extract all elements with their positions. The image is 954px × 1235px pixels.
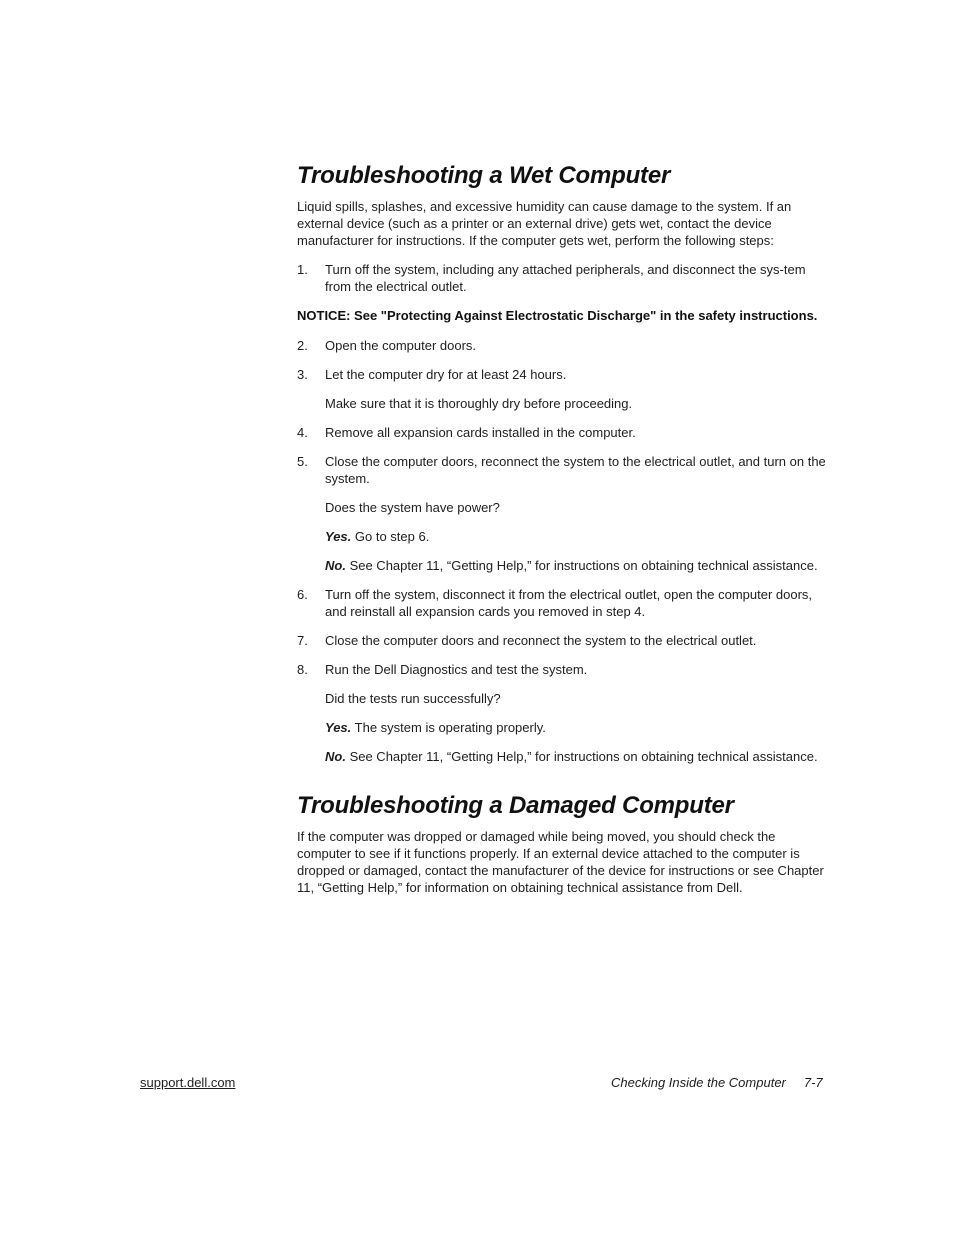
step-text: Turn off the system, including any attached peripherals, and disconnect the sys-tem from the electrical outlet. (325, 262, 806, 294)
page-number: 7-7 (803, 1075, 823, 1090)
step-number: 1. (297, 262, 308, 277)
step-2 (297, 337, 829, 354)
step-number: 6. (297, 587, 308, 602)
step-4 (297, 424, 829, 441)
no-text: See Chapter 11, “Getting Help,” for instructions on obtaining technical assistance. (345, 558, 818, 573)
step-number: 2. (297, 338, 308, 353)
section-title-wet-computer: Troubleshooting a Wet Computer (297, 162, 671, 189)
step-1 (297, 261, 829, 295)
no-text: See Chapter 11, “Getting Help,” for instructions on obtaining technical assistance. (345, 749, 818, 764)
wet-computer-intro: Liquid spills, splashes, and excessive humidity can cause damage to the system. If an external device (such as a printer or an external drive) gets wet, contact the device manufacturer for instructions. If the computer gets wet, perform the following steps: (297, 199, 792, 248)
yes-label: Yes. (325, 529, 352, 544)
step-3 (297, 366, 829, 383)
chapter-title: Checking Inside the Computer (611, 1075, 786, 1090)
step-8 (297, 661, 829, 678)
support-link[interactable]: support.dell.com (140, 1075, 236, 1090)
step-text: Turn off the system, disconnect it from the electrical outlet, open the computer doors, and reinstall all expansion cards you removed in step 4. (325, 587, 813, 619)
yes-label: Yes. (325, 720, 352, 735)
step-text: Let the computer dry for at least 24 hours. (325, 367, 567, 382)
step-5-no-answer (297, 557, 829, 574)
step-5 (297, 453, 829, 487)
yes-text: The system is operating properly. (351, 720, 546, 735)
step-text: Run the Dell Diagnostics and test the system. (325, 662, 588, 677)
step-text: Close the computer doors and reconnect the system to the electrical outlet. (325, 633, 757, 648)
no-label: No. (325, 749, 346, 764)
step-number: 3. (297, 367, 308, 382)
notice: NOTICE: See "Protecting Against Electrostatic Discharge" in the safety instructions. (297, 308, 818, 323)
step-text: Open the computer doors. (325, 338, 477, 353)
step-8-no-answer (297, 748, 829, 765)
step-5-yes-answer (297, 528, 829, 545)
footer-chapter-info (611, 1074, 823, 1091)
step-number: 7. (297, 633, 308, 648)
step-8-yes-answer (297, 719, 829, 736)
step-number: 8. (297, 662, 308, 677)
step-text: Remove all expansion cards installed in the computer. (325, 425, 636, 440)
step-5-question: Does the system have power? (325, 500, 500, 515)
page-content (297, 160, 829, 896)
step-text: Close the computer doors, reconnect the system to the electrical outlet, and turn on the system. (325, 454, 826, 486)
section-title-damaged-computer: Troubleshooting a Damaged Computer (297, 792, 734, 819)
damaged-computer-body: If the computer was dropped or damaged while being moved, you should check the computer to see if it functions properly. If an external device attached to the computer is dropped or damaged, contact the manufacturer of the device for instructions or see Chapter 11, “Getting Help,” for information on obtaining technical assistance from Dell. (297, 829, 824, 895)
step-7 (297, 632, 829, 649)
yes-text: Go to step 6. (351, 529, 430, 544)
step-number: 5. (297, 454, 308, 469)
step-8-question: Did the tests run successfully? (325, 691, 501, 706)
step-6 (297, 586, 829, 620)
no-label: No. (325, 558, 346, 573)
step-number: 4. (297, 425, 308, 440)
step-3-note: Make sure that it is thoroughly dry before proceeding. (325, 396, 633, 411)
